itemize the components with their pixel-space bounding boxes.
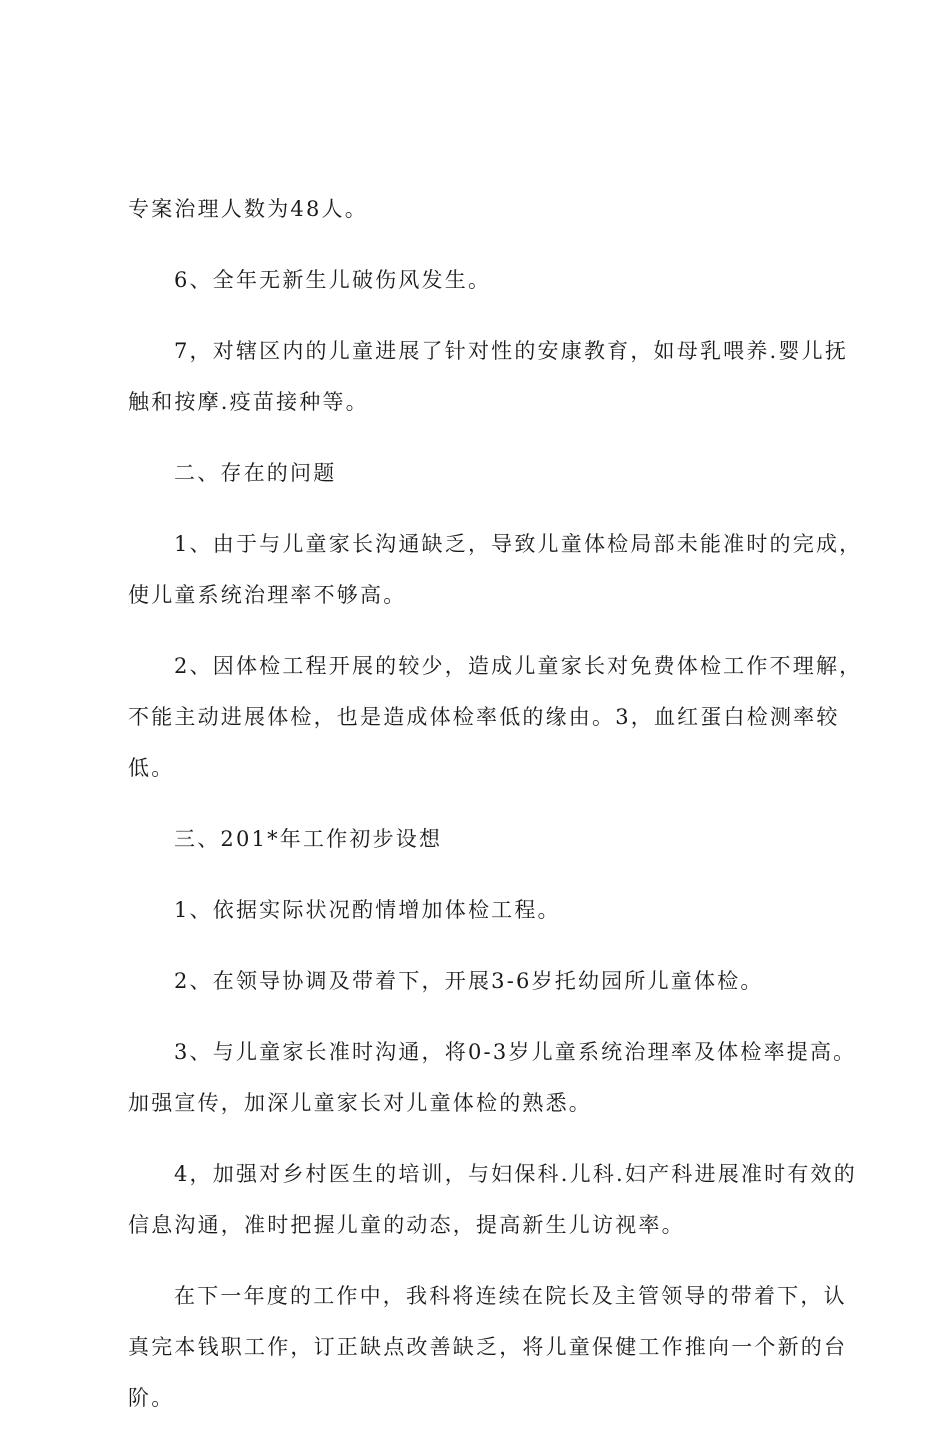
text-line: 2、在领导协调及带着下，开展3-6岁托幼园所儿童体检。 (174, 969, 764, 993)
text-line: 二、存在的问题 (174, 461, 337, 485)
text-line: 低。 (128, 756, 175, 780)
paragraph-9 (128, 956, 833, 1007)
text-line: 1、由于与儿童家长沟通缺乏，导致儿童体检局部未能准时的完成， (174, 532, 863, 556)
paragraph-2 (128, 255, 833, 306)
text-line: 阶。 (128, 1386, 175, 1410)
section-heading-plans (128, 814, 833, 865)
text-line: 触和按摩.疫苗接种等。 (128, 390, 369, 414)
text-line: 1、依据实际状况酌情增加体检工程。 (174, 898, 561, 922)
text-line: 7，对辖区内的儿童进展了针对性的安康教育，如母乳喂养.婴儿抚 (174, 339, 849, 363)
paragraph-5 (128, 519, 863, 621)
text-line: 使儿童系统治理率不够高。 (128, 583, 407, 607)
text-line: 三、201*年工作初步设想 (174, 827, 443, 851)
text-line: 信息沟通，准时把握儿童的动态，提高新生儿访视率。 (128, 1213, 685, 1237)
paragraph-3 (128, 326, 849, 428)
text-line: 加强宣传，加深儿童家长对儿童体检的熟悉。 (128, 1091, 592, 1115)
paragraph-11 (128, 1149, 857, 1251)
text-line: 专案治理人数为48人。 (128, 197, 368, 221)
paragraph-6 (128, 641, 863, 794)
text-line: 3、与儿童家长准时沟通，将0-3岁儿童系统治理率及体检率提高。 (174, 1040, 857, 1064)
paragraph-12 (128, 1271, 848, 1424)
text-line: 4，加强对乡村医生的培训，与妇保科.儿科.妇产科进展准时有效的 (174, 1162, 857, 1186)
text-line: 在下一年度的工作中，我科将连续在院长及主管领导的带着下，认 (174, 1284, 847, 1308)
paragraph-1 (128, 184, 833, 235)
paragraph-8 (128, 885, 833, 936)
text-line: 真完本钱职工作，订正缺点改善缺乏，将儿童保健工作推向一个新的台 (128, 1335, 848, 1359)
text-line: 不能主动进展体检，也是造成体检率低的缘由。3，血红蛋白检测率较 (128, 705, 840, 729)
text-line: 2、因体检工程开展的较少，造成儿童家长对免费体检工作不理解， (174, 654, 863, 678)
text-line: 6、全年无新生儿破伤风发生。 (174, 268, 492, 292)
document-body (128, 184, 863, 1444)
paragraph-10 (128, 1027, 857, 1129)
section-heading-problems (128, 448, 833, 499)
